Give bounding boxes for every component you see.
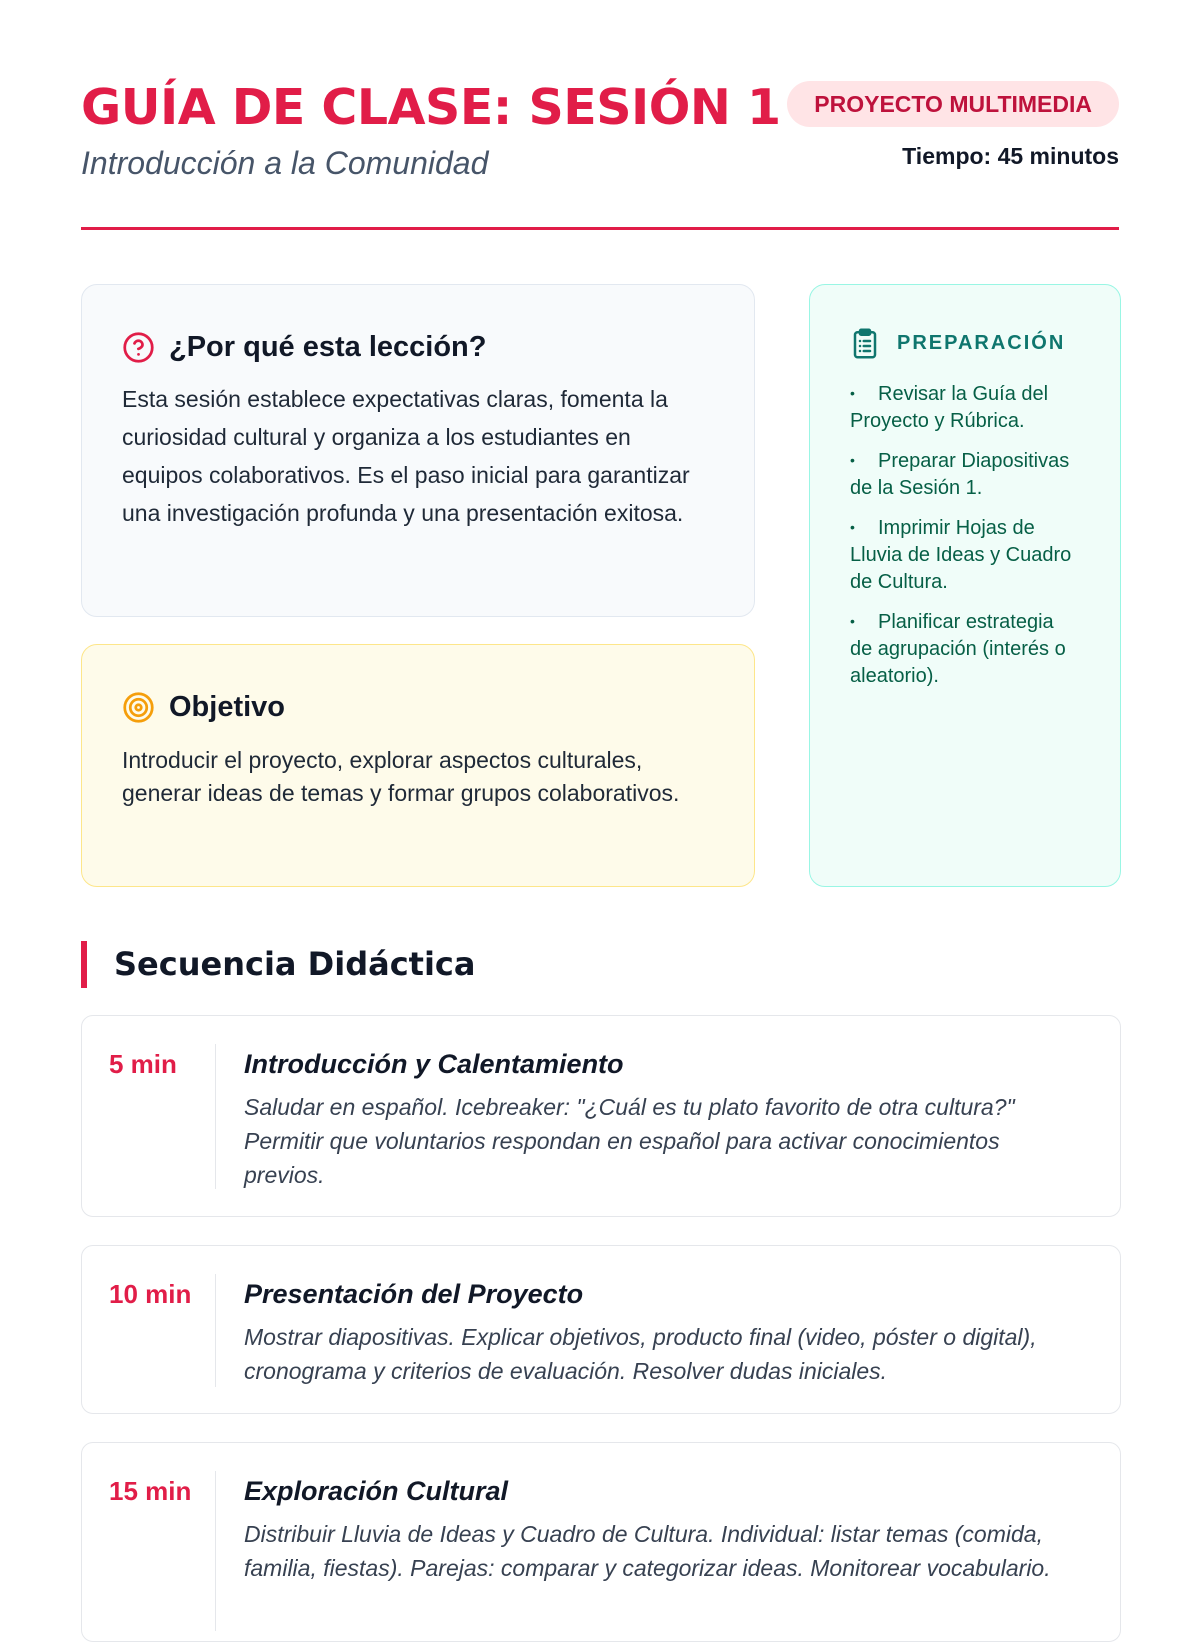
preparation-item: • Preparar Diapositivas de la Sesión 1. xyxy=(850,447,1080,502)
preparation-list xyxy=(850,380,1080,690)
why-card-text: Esta sesión establece expectativas claras, fomenta la curiosidad cultural y organiza a los estudiantes en equipos colaborativos. Es el paso inicial para garantizar una investigación profunda y una presentación exitosa. xyxy=(122,386,690,526)
step-content xyxy=(244,1046,1085,1192)
preparation-item: • Planificar estrategia de agrupación (interés o aleatorio). xyxy=(850,608,1080,690)
sequence-step xyxy=(81,1245,1121,1414)
preparation-card xyxy=(809,284,1121,887)
step-duration: 5 min xyxy=(109,1049,177,1079)
objective-card-title: Objetivo xyxy=(169,691,286,723)
objective-card xyxy=(81,644,755,887)
bullet-dot: • xyxy=(850,385,855,401)
step-divider xyxy=(215,1274,216,1387)
preparation-title: PREPARACIÓN xyxy=(897,332,1066,354)
step-duration: 10 min xyxy=(109,1279,192,1309)
step-divider xyxy=(215,1471,216,1631)
preparation-item: • Imprimir Hojas de Lluvia de Ideas y Cuadro de Cultura. xyxy=(850,514,1080,596)
step-description: Distribuir Lluvia de Ideas y Cuadro de Cultura. Individual: listar temas (comida, familia, fiestas). Parejas: comparar y categorizar ideas. Monitorear vocabulario. xyxy=(244,1521,1051,1581)
sequence-step xyxy=(81,1015,1121,1217)
step-title: Presentación del Proyecto xyxy=(244,1279,584,1309)
preparation-header xyxy=(850,327,1080,360)
bullet-dot: • xyxy=(850,519,855,535)
page-title: GUÍA DE CLASE: SESIÓN 1 xyxy=(81,79,781,136)
sequence-section-title: Secuencia Didáctica xyxy=(81,941,475,988)
bullet-dot: • xyxy=(850,452,855,468)
step-content xyxy=(244,1473,1085,1585)
step-description: Saludar en español. Icebreaker: "¿Cuál es tu plato favorito de otra cultura?" Permitir que voluntarios respondan en español para activar conocimientos previos. xyxy=(244,1094,1015,1188)
sequence-step xyxy=(81,1442,1121,1642)
step-title: Introducción y Calentamiento xyxy=(244,1049,624,1079)
bullet-dot: • xyxy=(850,613,855,629)
header xyxy=(81,0,1119,230)
step-divider xyxy=(215,1044,216,1189)
objective-card-text: Introducir el proyecto, explorar aspectos culturales, generar ideas de temas y formar grupos colaborativos. xyxy=(122,747,680,806)
why-card-title: ¿Por qué esta lección? xyxy=(169,331,487,363)
duration-label: Tiempo: 45 minutos xyxy=(902,143,1119,169)
question-circle-icon xyxy=(122,331,155,364)
step-title: Exploración Cultural xyxy=(244,1476,509,1506)
step-duration: 15 min xyxy=(109,1476,192,1506)
project-badge: PROYECTO MULTIMEDIA xyxy=(787,81,1119,127)
why-card-header xyxy=(122,331,714,364)
step-content xyxy=(244,1276,1085,1388)
target-icon xyxy=(122,691,155,724)
page-subtitle: Introducción a la Comunidad xyxy=(81,145,489,181)
why-lesson-card xyxy=(81,284,755,617)
preparation-item: • Revisar la Guía del Proyecto y Rúbrica. xyxy=(850,380,1080,435)
clipboard-icon xyxy=(850,327,883,360)
step-description: Mostrar diapositivas. Explicar objetivos, producto final (video, póster o digital), cronograma y criterios de evaluación. Resolver dudas iniciales. xyxy=(244,1324,1037,1384)
objective-card-header xyxy=(122,691,714,724)
